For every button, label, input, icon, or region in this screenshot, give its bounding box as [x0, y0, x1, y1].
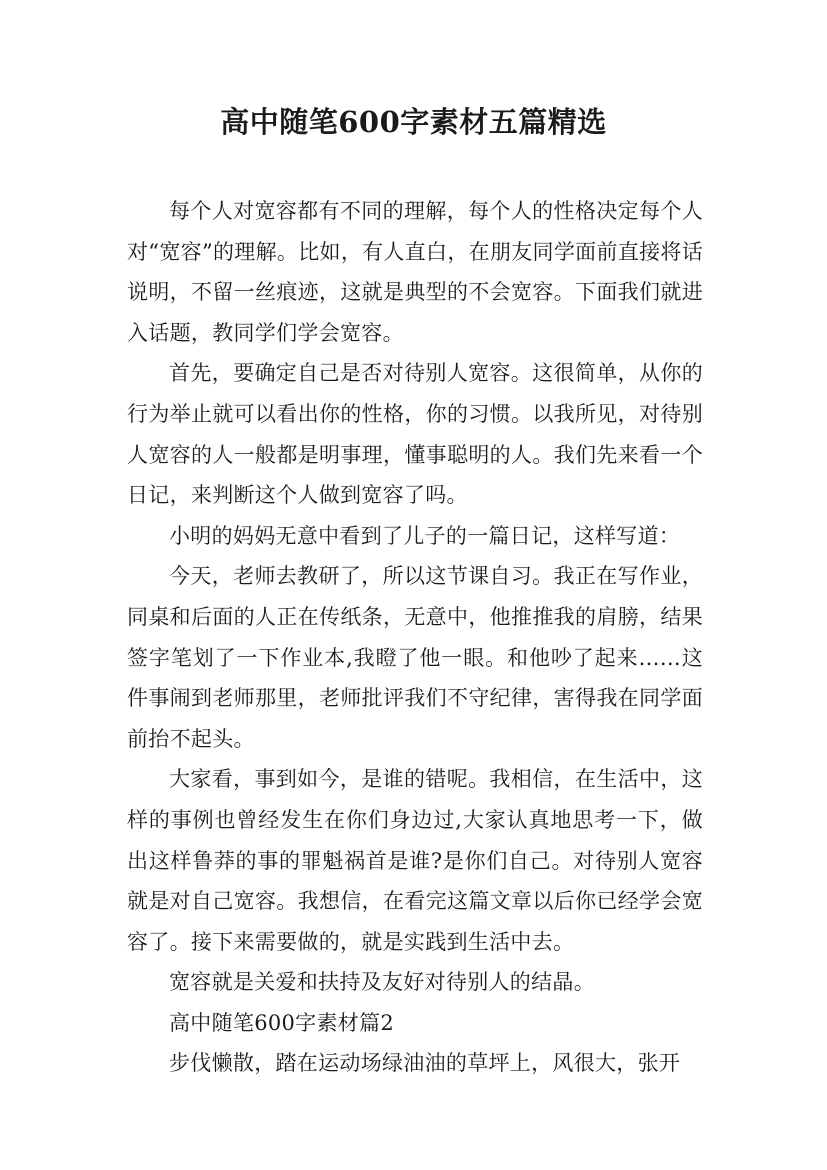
paragraph: 每个人对宽容都有不同的理解，每个人的性格决定每个人对“宽容”的理解。比如，有人直白，在朋友同学面前直接将话说明，不留一丝痕迹，这就是典型的不会宽容。下面我们就进入话题，教同学们学会宽容。: [127, 199, 703, 345]
paragraph: 今天，老师去教研了，所以这节课自习。我正在写作业，同桌和后面的人正在传纸条，无意中，他推推我的肩膀，结果签字笔划了一下作业本,我瞪了他一眼。和他吵了起来……这件事闹到老师那里，老师批评我们不守纪律，害得我在同学面前抬不起头。: [127, 564, 703, 751]
document-body: [127, 191, 703, 1084]
paragraph: 步伐懒散，踏在运动场绿油油的草坪上，风很大，张开: [169, 1051, 681, 1076]
paragraph: 大家看，事到如今，是谁的错呢。我相信，在生活中，这样的事例也曾经发生在你们身边过,大家认真地思考一下，做出这样鲁莽的事的罪魁祸首是谁?是你们自己。对待别人宽容就是对自己宽容。我想信，在看完这篇文章以后你已经学会宽容了。接下来需要做的，就是实践到生活中去。: [127, 767, 703, 954]
paragraph: 首先，要确定自己是否对待别人宽容。这很简单，从你的行为举止就可以看出你的性格，你的习惯。以我所见，对待别人宽容的人一般都是明事理，懂事聪明的人。我们先来看一个日记，来判断这个人做到宽容了吗。: [127, 361, 703, 508]
section-heading: 高中随笔600字素材篇2: [169, 1010, 395, 1035]
paragraph: 宽容就是关爱和扶持及友好对待别人的结晶。: [169, 970, 595, 995]
document-title: 高中随笔600字素材五篇精选: [220, 105, 607, 139]
paragraph: 小明的妈妈无意中看到了儿子的一篇日记，这样写道：: [169, 523, 681, 548]
